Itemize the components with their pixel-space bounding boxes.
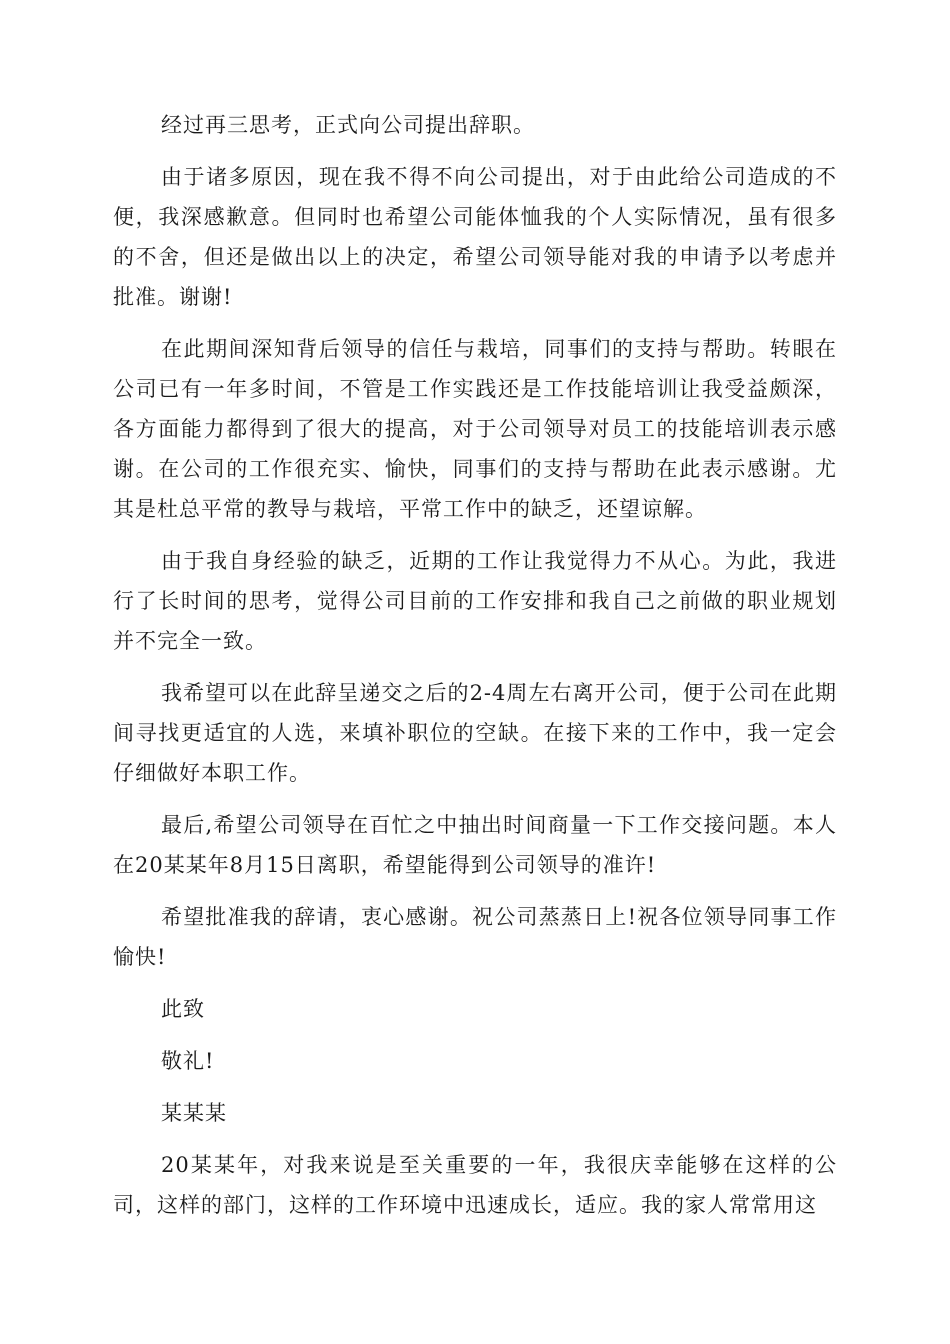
paragraph-reason: 由于我自身经验的缺乏，近期的工作让我觉得力不从心。为此，我进行了长时间的思考，觉得公司目前的工作安排和我自己之前做的职业规划并不完全一致。 — [113, 549, 837, 653]
paragraph-apology: 由于诸多原因，现在我不得不向公司提出，对于由此给公司造成的不便，我深感歉意。但同时也希望公司能体恤我的个人实际情况，虽有很多的不舍，但还是做出以上的决定，希望公司领导能对我的申请予以考虑并批准。谢谢! — [113, 165, 837, 309]
paragraph-wishes: 希望批准我的辞请，衷心感谢。祝公司蒸蒸日上!祝各位领导同事工作愉快! — [113, 905, 837, 969]
closing-salutation: 此致 — [161, 997, 205, 1021]
paragraph-next-letter: 20某某年，对我来说是至关重要的一年，我很庆幸能够在这样的公司，这样的部门，这样的工作环境中迅速成长，适应。我的家人常常用这 — [113, 1153, 837, 1217]
signature-name: 某某某 — [161, 1101, 227, 1125]
closing-regards: 敬礼! — [161, 1049, 215, 1073]
paragraph-timeline: 我希望可以在此辞呈递交之后的2-4周左右离开公司，便于公司在此期间寻找更适宜的人选，来填补职位的空缺。在接下来的工作中，我一定会仔细做好本职工作。 — [113, 681, 837, 785]
letter-body — [113, 105, 837, 1237]
paragraph-gratitude: 在此期间深知背后领导的信任与栽培，同事们的支持与帮助。转眼在公司已有一年多时间，不管是工作实践还是工作技能培训让我受益颇深，各方面能力都得到了很大的提高，对于公司领导对员工的技能培训表示感谢。在公司的工作很充实、愉快，同事们的支持与帮助在此表示感谢。尤其是杜总平常的教导与栽培，平常工作中的缺乏，还望谅解。 — [113, 337, 837, 521]
paragraph-handover: 最后,希望公司领导在百忙之中抽出时间商量一下工作交接问题。本人在20某某年8月15日离职，希望能得到公司领导的准许! — [113, 813, 837, 877]
paragraph-intro: 经过再三思考，正式向公司提出辞职。 — [161, 113, 535, 137]
